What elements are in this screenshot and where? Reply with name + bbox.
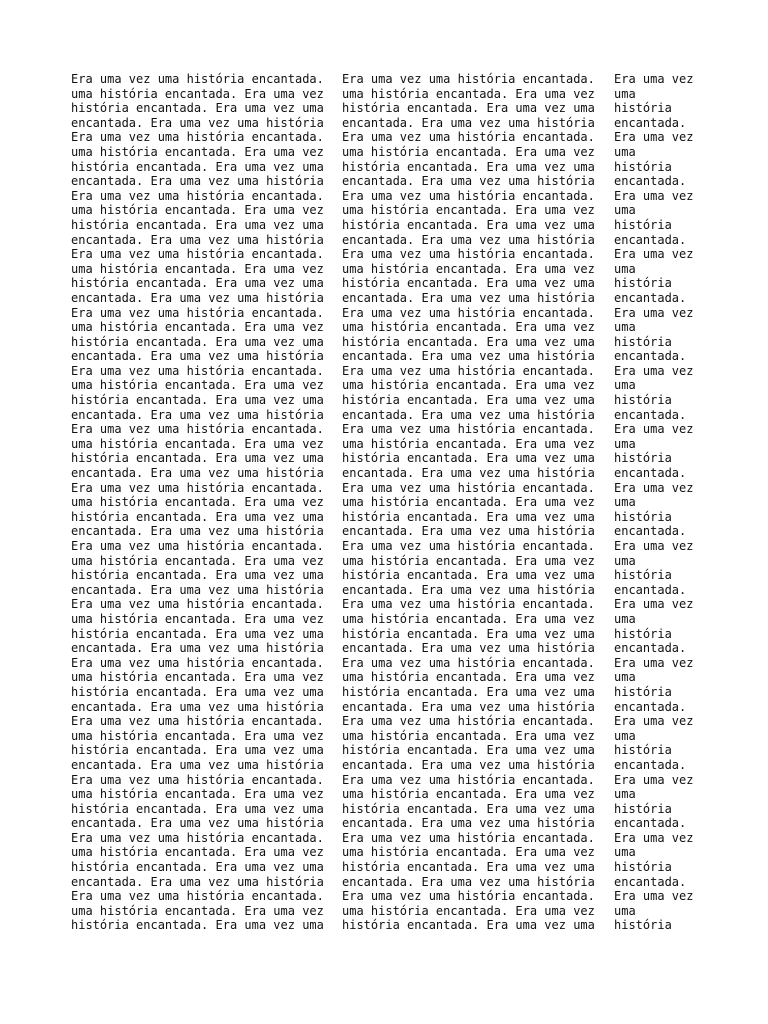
- text-line: história encantada. Era uma vez uma: [342, 684, 595, 699]
- text-line: encantada.: [614, 699, 687, 714]
- text-line: Era uma vez: [614, 188, 694, 203]
- text-line: encantada. Era uma vez uma história: [342, 757, 595, 772]
- text-line: encantada.: [614, 524, 687, 539]
- text-line: história encantada. Era uma vez uma: [342, 860, 595, 875]
- text-line: encantada. Era uma vez uma história: [71, 582, 324, 597]
- text-line: história encantada. Era uma vez uma: [71, 451, 324, 466]
- text-line: uma: [614, 378, 636, 393]
- text-line: história encantada. Era uma vez uma: [71, 568, 324, 583]
- text-line: uma história encantada. Era uma vez: [342, 495, 595, 510]
- text-line: uma história encantada. Era uma vez: [342, 378, 595, 393]
- text-line: história encantada. Era uma vez uma: [71, 159, 324, 174]
- text-line: encantada.: [614, 641, 687, 656]
- text-line: uma: [614, 436, 636, 451]
- text-line: história encantada. Era uma vez uma: [342, 626, 595, 641]
- text-line: Era uma vez uma história encantada.: [71, 72, 324, 86]
- text-line: história encantada. Era uma vez uma: [71, 334, 324, 349]
- text-line: história: [614, 743, 672, 758]
- text-line: Era uma vez: [614, 714, 694, 729]
- text-line: história encantada. Era uma vez uma: [71, 626, 324, 641]
- text-line: Era uma vez uma história encantada.: [71, 480, 324, 495]
- text-column-middle: [342, 72, 595, 933]
- text-line: uma: [614, 611, 636, 626]
- text-line: Era uma vez uma história encantada.: [71, 772, 324, 787]
- text-line: Era uma vez: [614, 130, 694, 145]
- text-line: Era uma vez: [614, 539, 694, 553]
- text-line: Era uma vez: [614, 655, 694, 670]
- text-line: encantada. Era uma vez uma história: [71, 466, 324, 481]
- text-line: encantada.: [614, 816, 687, 831]
- text-line: Era uma vez: [614, 597, 694, 612]
- text-line: Era uma vez: [614, 830, 694, 845]
- text-line: Era uma vez uma história encantada.: [342, 188, 595, 203]
- text-line: Era uma vez uma história encantada.: [71, 655, 324, 670]
- text-line: encantada.: [614, 115, 687, 130]
- text-line: Era uma vez uma história encantada.: [71, 363, 324, 378]
- text-line: encantada. Era uma vez uma história: [342, 174, 595, 189]
- text-line: encantada.: [614, 407, 687, 422]
- text-line: uma história encantada. Era uma vez: [342, 436, 595, 451]
- text-line: Era uma vez: [614, 305, 694, 320]
- text-line: Era uma vez uma história encantada.: [71, 539, 324, 553]
- text-line: história encantada. Era uma vez uma: [342, 393, 595, 408]
- text-line: história: [614, 509, 672, 524]
- text-line: uma história encantada. Era uma vez: [342, 845, 595, 860]
- text-line: Era uma vez uma história encantada.: [342, 597, 595, 612]
- text-line: uma história encantada. Era uma vez: [71, 728, 324, 743]
- text-line: história: [614, 451, 672, 466]
- text-line: uma história encantada. Era uma vez: [71, 495, 324, 510]
- text-line: Era uma vez: [614, 72, 694, 86]
- text-line: Era uma vez uma história encantada.: [342, 422, 595, 437]
- text-line: encantada.: [614, 874, 687, 889]
- text-line: história encantada. Era uma vez uma: [342, 568, 595, 583]
- text-line: história: [614, 801, 672, 816]
- text-line: uma história encantada. Era uma vez: [71, 378, 324, 393]
- text-line: Era uma vez uma história encantada.: [342, 480, 595, 495]
- text-line: encantada. Era uma vez uma história: [71, 349, 324, 364]
- text-line: Era uma vez uma história encantada.: [342, 714, 595, 729]
- text-line: encantada.: [614, 290, 687, 305]
- text-line: Era uma vez: [614, 422, 694, 437]
- text-line: encantada. Era uma vez uma história: [71, 174, 324, 189]
- text-line: história: [614, 217, 672, 232]
- text-line: uma: [614, 903, 636, 918]
- text-line: Era uma vez: [614, 247, 694, 262]
- text-line: encantada. Era uma vez uma história: [342, 466, 595, 481]
- text-line: história encantada. Era uma vez uma: [71, 860, 324, 875]
- text-line: encantada.: [614, 582, 687, 597]
- text-line: uma história encantada. Era uma vez: [342, 320, 595, 335]
- text-line: uma história encantada. Era uma vez: [342, 787, 595, 802]
- text-line: Era uma vez: [614, 480, 694, 495]
- text-line: encantada. Era uma vez uma história: [71, 757, 324, 772]
- text-line: encantada. Era uma vez uma história: [342, 290, 595, 305]
- text-line: história encantada. Era uma vez uma: [342, 101, 595, 116]
- text-line: história encantada. Era uma vez uma: [71, 101, 324, 116]
- text-line: uma história encantada. Era uma vez: [71, 144, 324, 159]
- text-line: encantada. Era uma vez uma história: [71, 407, 324, 422]
- text-line: uma história encantada. Era uma vez: [71, 553, 324, 568]
- text-line: história encantada. Era uma vez uma: [342, 217, 595, 232]
- text-line: Era uma vez uma história encantada.: [71, 830, 324, 845]
- text-line: encantada. Era uma vez uma história: [71, 524, 324, 539]
- text-line: uma: [614, 320, 636, 335]
- text-line: encantada. Era uma vez uma história: [342, 524, 595, 539]
- text-line: Era uma vez uma história encantada.: [71, 422, 324, 437]
- text-line: história encantada. Era uma vez uma: [71, 217, 324, 232]
- text-line: uma história encantada. Era uma vez: [342, 144, 595, 159]
- text-line: história encantada. Era uma vez uma: [342, 918, 595, 933]
- text-line: Era uma vez uma história encantada.: [342, 363, 595, 378]
- text-line: encantada. Era uma vez uma história: [342, 816, 595, 831]
- text-line: encantada. Era uma vez uma história: [71, 874, 324, 889]
- text-line: história encantada. Era uma vez uma: [71, 393, 324, 408]
- text-line: Era uma vez uma história encantada.: [342, 539, 595, 553]
- text-line: Era uma vez uma história encantada.: [342, 130, 595, 145]
- text-line: encantada. Era uma vez uma história: [71, 290, 324, 305]
- text-line: uma: [614, 845, 636, 860]
- text-line: encantada. Era uma vez uma história: [71, 699, 324, 714]
- text-line: uma: [614, 728, 636, 743]
- text-line: Era uma vez uma história encantada.: [342, 72, 595, 86]
- text-line: uma história encantada. Era uma vez: [71, 436, 324, 451]
- text-line: encantada. Era uma vez uma história: [71, 816, 324, 831]
- text-line: Era uma vez uma história encantada.: [342, 772, 595, 787]
- text-line: uma história encantada. Era uma vez: [342, 611, 595, 626]
- text-line: Era uma vez uma história encantada.: [71, 247, 324, 262]
- text-line: história encantada. Era uma vez uma: [342, 276, 595, 291]
- text-line: uma história encantada. Era uma vez: [342, 261, 595, 276]
- text-line: história encantada. Era uma vez uma: [71, 684, 324, 699]
- text-line: uma história encantada. Era uma vez: [342, 553, 595, 568]
- text-column-left: [71, 72, 324, 933]
- text-line: história: [614, 276, 672, 291]
- text-line: encantada. Era uma vez uma história: [342, 232, 595, 247]
- text-line: Era uma vez uma história encantada.: [71, 130, 324, 145]
- text-line: encantada.: [614, 757, 687, 772]
- text-line: Era uma vez uma história encantada.: [342, 247, 595, 262]
- text-line: história: [614, 568, 672, 583]
- text-line: encantada. Era uma vez uma história: [342, 407, 595, 422]
- text-line: uma: [614, 553, 636, 568]
- text-line: Era uma vez uma história encantada.: [71, 305, 324, 320]
- text-line: Era uma vez: [614, 889, 694, 904]
- text-line: história encantada. Era uma vez uma: [342, 801, 595, 816]
- text-line: história encantada. Era uma vez uma: [342, 159, 595, 174]
- text-line: história encantada. Era uma vez uma: [71, 801, 324, 816]
- text-line: encantada. Era uma vez uma história: [71, 641, 324, 656]
- text-line: uma: [614, 144, 636, 159]
- text-line: encantada.: [614, 349, 687, 364]
- text-line: encantada. Era uma vez uma história: [342, 349, 595, 364]
- text-line: uma história encantada. Era uma vez: [71, 845, 324, 860]
- text-line: história: [614, 101, 672, 116]
- text-line: encantada. Era uma vez uma história: [342, 582, 595, 597]
- text-line: uma história encantada. Era uma vez: [71, 670, 324, 685]
- text-line: uma história encantada. Era uma vez: [342, 86, 595, 101]
- text-line: uma história encantada. Era uma vez: [342, 903, 595, 918]
- text-line: encantada.: [614, 174, 687, 189]
- text-line: Era uma vez uma história encantada.: [71, 188, 324, 203]
- text-line: Era uma vez uma história encantada.: [71, 597, 324, 612]
- text-line: uma história encantada. Era uma vez: [342, 728, 595, 743]
- text-line: encantada. Era uma vez uma história: [71, 232, 324, 247]
- text-line: história encantada. Era uma vez uma: [71, 509, 324, 524]
- text-line: uma: [614, 261, 636, 276]
- text-line: Era uma vez uma história encantada.: [342, 889, 595, 904]
- text-line: uma: [614, 203, 636, 218]
- text-line: história: [614, 159, 672, 174]
- text-line: encantada. Era uma vez uma história: [342, 874, 595, 889]
- text-line: encantada.: [614, 232, 687, 247]
- text-line: encantada. Era uma vez uma história: [342, 699, 595, 714]
- text-line: uma história encantada. Era uma vez: [71, 611, 324, 626]
- text-line: uma história encantada. Era uma vez: [342, 203, 595, 218]
- text-line: história encantada. Era uma vez uma: [342, 509, 595, 524]
- text-line: história: [614, 334, 672, 349]
- text-line: encantada. Era uma vez uma história: [71, 115, 324, 130]
- text-line: uma história encantada. Era uma vez: [71, 203, 324, 218]
- text-line: encantada.: [614, 466, 687, 481]
- text-line: Era uma vez uma história encantada.: [342, 305, 595, 320]
- text-line: história: [614, 626, 672, 641]
- text-line: uma história encantada. Era uma vez: [71, 261, 324, 276]
- text-line: encantada. Era uma vez uma história: [342, 641, 595, 656]
- text-column-right: [614, 72, 693, 933]
- text-line: Era uma vez uma história encantada.: [342, 655, 595, 670]
- text-line: Era uma vez uma história encantada.: [71, 889, 324, 904]
- text-line: história: [614, 393, 672, 408]
- text-line: história encantada. Era uma vez uma: [71, 918, 324, 933]
- text-line: história: [614, 684, 672, 699]
- text-line: encantada. Era uma vez uma história: [342, 115, 595, 130]
- text-line: história encantada. Era uma vez uma: [342, 334, 595, 349]
- text-line: uma: [614, 787, 636, 802]
- text-line: história: [614, 860, 672, 875]
- text-line: Era uma vez: [614, 772, 694, 787]
- text-line: uma: [614, 495, 636, 510]
- text-line: história encantada. Era uma vez uma: [342, 743, 595, 758]
- text-line: uma história encantada. Era uma vez: [71, 903, 324, 918]
- text-line: uma: [614, 670, 636, 685]
- text-line: história encantada. Era uma vez uma: [342, 451, 595, 466]
- text-line: Era uma vez: [614, 363, 694, 378]
- text-line: Era uma vez uma história encantada.: [342, 830, 595, 845]
- text-line: história encantada. Era uma vez uma: [71, 276, 324, 291]
- text-line: uma história encantada. Era uma vez: [71, 86, 324, 101]
- text-line: uma história encantada. Era uma vez: [71, 787, 324, 802]
- text-line: uma história encantada. Era uma vez: [71, 320, 324, 335]
- text-line: uma história encantada. Era uma vez: [342, 670, 595, 685]
- text-line: história: [614, 918, 672, 933]
- text-line: uma: [614, 86, 636, 101]
- text-line: história encantada. Era uma vez uma: [71, 743, 324, 758]
- text-line: Era uma vez uma história encantada.: [71, 714, 324, 729]
